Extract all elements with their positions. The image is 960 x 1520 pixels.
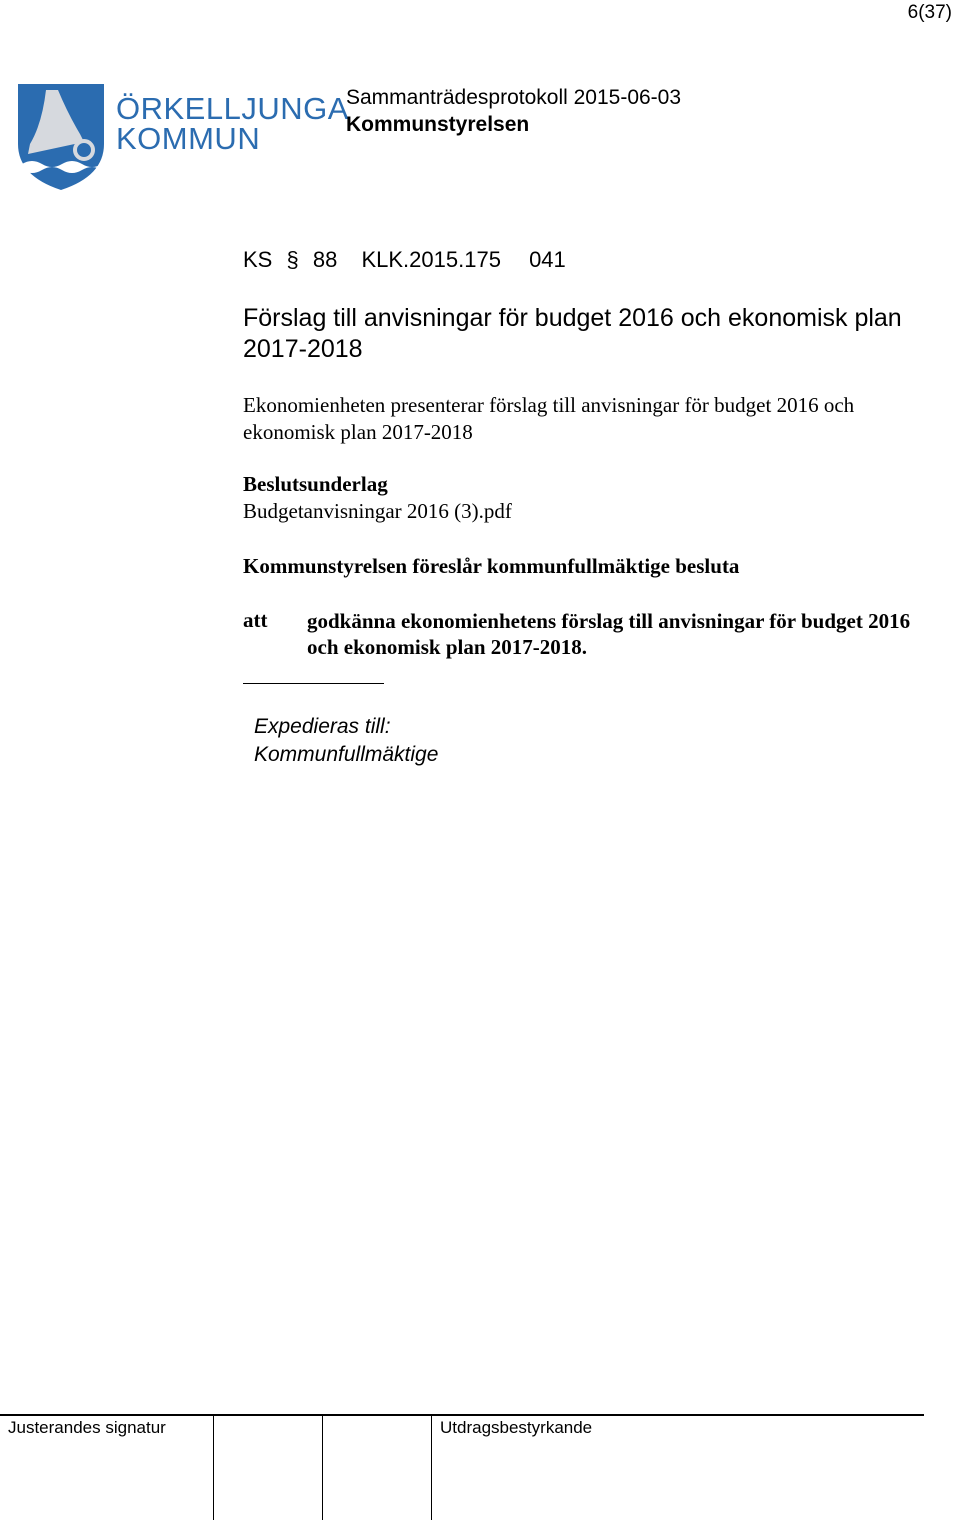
decision-text: godkänna ekonomienhetens förslag till anvisningar för budget 2016 och ekonomisk plan 2017-2018.	[307, 609, 911, 659]
dispatch-label: Expedieras till:	[254, 715, 391, 738]
footer-cell-divider	[213, 1414, 214, 1520]
paragraph-number: 88	[312, 247, 338, 272]
intro-paragraph: Ekonomienheten presenterar förslag till anvisningar för budget 2016 och ekonomisk plan 2017-2018	[243, 393, 855, 444]
diary-number: KLK.2015.175	[361, 247, 501, 272]
signature-footer	[0, 1414, 924, 1520]
basis-attachment: Budgetanvisningar 2016 (3).pdf	[243, 499, 512, 523]
logo-line-1: ÖRKELLJUNGA	[116, 91, 349, 126]
case-reference	[243, 247, 566, 273]
classification-code: 041	[529, 247, 566, 272]
municipality-logo	[18, 84, 104, 190]
dispatch-recipient: Kommunfullmäktige	[254, 743, 439, 766]
section-divider	[243, 683, 384, 684]
footer-cell-divider	[431, 1414, 432, 1520]
signature-label: Justerandes signatur	[8, 1418, 166, 1437]
proposal-statement: Kommunstyrelsen föreslår kommunfullmäktige besluta	[243, 554, 740, 578]
page-number: 6(37)	[907, 2, 952, 23]
extract-certification-label: Utdragsbestyrkande	[440, 1418, 593, 1437]
protocol-title: Sammanträdesprotokoll 2015-06-03	[346, 86, 682, 109]
case-body: KS	[243, 247, 273, 272]
logo-line-2: KOMMUN	[116, 121, 261, 156]
item-title: Förslag till anvisningar för budget 2016 och ekonomisk plan 2017-2018	[243, 304, 902, 363]
footer-rule	[0, 1414, 924, 1416]
dispatch-block	[254, 713, 438, 769]
document-header	[346, 84, 681, 138]
basis-heading: Beslutsunderlag	[243, 472, 388, 496]
organization-name: Kommunstyrelsen	[346, 113, 530, 136]
paragraph-sign: §	[286, 247, 299, 272]
decision-att-label: att	[243, 608, 268, 632]
logo-wordmark	[116, 91, 349, 156]
footer-cell-divider	[322, 1414, 323, 1520]
